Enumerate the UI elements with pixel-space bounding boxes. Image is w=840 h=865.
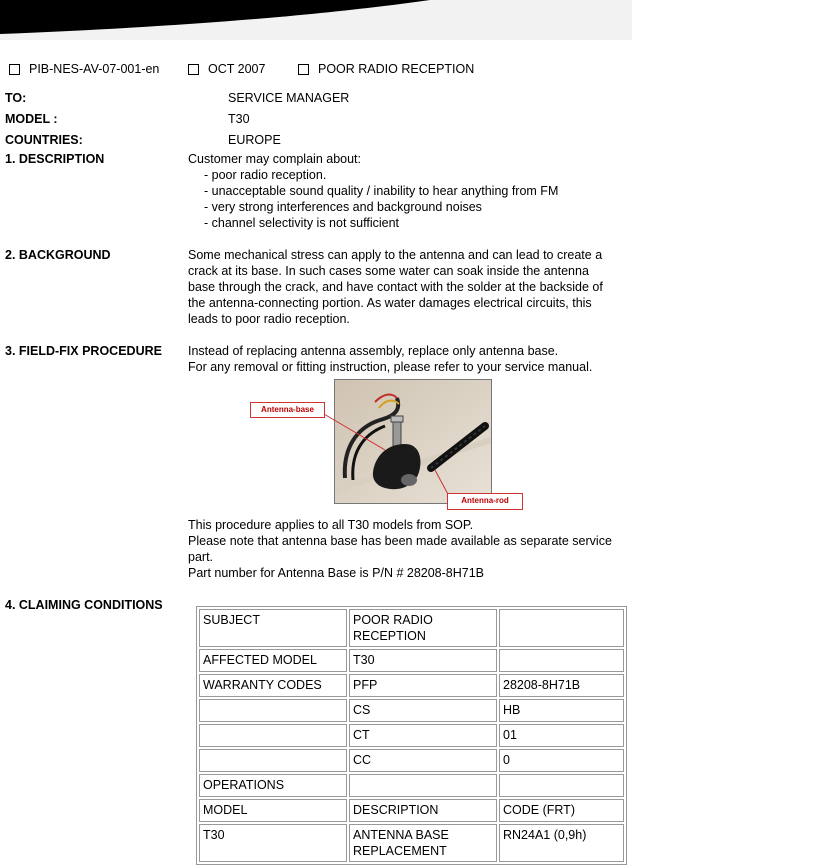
table-cell: T30: [349, 649, 497, 672]
table-row: [199, 774, 624, 797]
table-cell: PFP: [349, 674, 497, 697]
table-cell: DESCRIPTION: [349, 799, 497, 822]
description-intro: Customer may complain about:: [188, 152, 361, 166]
table-cell: [499, 609, 624, 647]
checkbox-subject[interactable]: [298, 62, 474, 76]
background-line: Some mechanical stress can apply to the antenna and can lead to create a: [188, 248, 603, 262]
table-cell: 28208-8H71B: [499, 674, 624, 697]
checkbox-box[interactable]: [298, 64, 309, 75]
procedure-note: part.: [188, 550, 214, 564]
table-cell: CC: [349, 749, 497, 772]
claiming-conditions-table: [196, 606, 627, 865]
background-line: leads to poor radio reception.: [188, 312, 350, 326]
table-row: [199, 674, 624, 697]
table-cell: [499, 774, 624, 797]
table-row: [199, 699, 624, 722]
checkbox-box[interactable]: [188, 64, 199, 75]
procedure-text: [188, 343, 633, 375]
procedure-note: Part number for Antenna Base is P/N # 28208-8H71B: [188, 566, 485, 580]
checkbox-date[interactable]: [188, 62, 265, 76]
table-cell: HB: [499, 699, 624, 722]
table-cell: AFFECTED MODEL: [199, 649, 347, 672]
description-item: - very strong interferences and background noises: [204, 200, 482, 214]
section-heading-claiming: 4. CLAIMING CONDITIONS: [5, 598, 163, 612]
procedure-notes: [188, 517, 633, 581]
model-label: MODEL :: [5, 112, 58, 126]
table-cell: [349, 774, 497, 797]
table-cell: SUBJECT: [199, 609, 347, 647]
checkbox-label: PIB-NES-AV-07-001-en: [29, 62, 160, 76]
background-text: [188, 247, 633, 327]
table-row: [199, 824, 624, 862]
procedure-line: For any removal or fitting instruction, please refer to your service manual.: [188, 360, 593, 374]
procedure-line: Instead of replacing antenna assembly, replace only antenna base.: [188, 344, 559, 358]
section-heading-description: 1. DESCRIPTION: [5, 152, 105, 166]
procedure-note: Please note that antenna base has been made available as separate service: [188, 534, 612, 548]
header-swoosh-graphic: [0, 0, 632, 40]
checkbox-box[interactable]: [9, 64, 20, 75]
table-cell: [199, 724, 347, 747]
antenna-rod-callout: Antenna-rod: [447, 493, 523, 510]
table-cell: MODEL: [199, 799, 347, 822]
table-cell: 0: [499, 749, 624, 772]
table-cell: [199, 699, 347, 722]
table-row: [199, 649, 624, 672]
table-cell: [199, 749, 347, 772]
countries-value: EUROPE: [228, 133, 281, 147]
background-line: crack at its base. In such cases some water can soak inside the antenna: [188, 264, 589, 278]
procedure-note: This procedure applies to all T30 models from SOP.: [188, 518, 474, 532]
table-row: [199, 749, 624, 772]
section-heading-procedure: 3. FIELD-FIX PROCEDURE: [5, 344, 162, 358]
table-cell: OPERATIONS: [199, 774, 347, 797]
description-item: - channel selectivity is not sufficient: [204, 216, 400, 230]
table-cell: RN24A1 (0,9h): [499, 824, 624, 862]
checkbox-label: POOR RADIO RECEPTION: [318, 62, 475, 76]
table-cell: T30: [199, 824, 347, 862]
table-row: [199, 724, 624, 747]
antenna-base-callout: Antenna-base: [250, 402, 325, 418]
table-cell: ANTENNA BASE REPLACEMENT: [349, 824, 497, 862]
countries-label: COUNTRIES:: [5, 133, 83, 147]
description-item: - poor radio reception.: [204, 168, 327, 182]
background-line: the antenna-connecting portion. As water damages electrical circuits, this: [188, 296, 592, 310]
table-cell: CODE (FRT): [499, 799, 624, 822]
table-cell: 01: [499, 724, 624, 747]
section-heading-background: 2. BACKGROUND: [5, 248, 111, 262]
table-cell: POOR RADIO RECEPTION: [349, 609, 497, 647]
description-item: - unacceptable sound quality / inability to hear anything from FM: [204, 184, 559, 198]
description-text: [188, 151, 633, 231]
table-cell: CT: [349, 724, 497, 747]
to-label: TO:: [5, 91, 27, 105]
table-cell: [499, 649, 624, 672]
model-value: T30: [228, 112, 250, 126]
table-cell: WARRANTY CODES: [199, 674, 347, 697]
table-cell: CS: [349, 699, 497, 722]
background-line: base through the crack, and have contact with the solder at the backside of: [188, 280, 603, 294]
to-value: SERVICE MANAGER: [228, 91, 350, 105]
checkbox-label: OCT 2007: [208, 62, 266, 76]
table-row: [199, 799, 624, 822]
checkbox-document-id[interactable]: [9, 62, 159, 76]
table-row: [199, 609, 624, 647]
